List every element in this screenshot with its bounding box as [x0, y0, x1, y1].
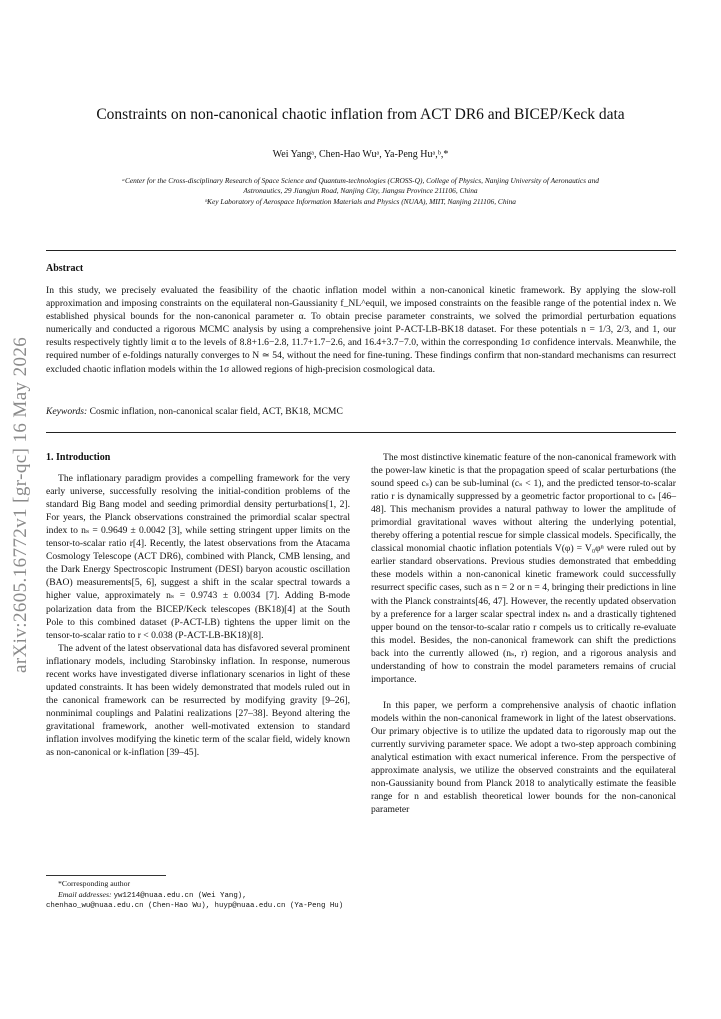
- abstract-text: In this study, we precisely evaluated the feasibility of the chaotic inflation model within a non-canonical kinetic framework. By applying the slow-roll approximation and imposing constraints on the equilateral non-Gaussianity f_NL^equil, we imposed constraints on the feasible range of the potential index n. We established physical bounds for the non-canonical parameter α. To obtain precise parameter constraints, we solved the primordial perturbation equations numerically and conducted a rigorous MCMC analysis by using a comprehensive joint P-ACT-LB-BK18 dataset. For these potentials n = 1/3, 2/3, and 1, our results respectively tightly limit α to the levels of 8.8+1.6−2.8, 11.7+1.7−2.6, and 16.4+3.7−7.0, within the corresponding 1σ confidence intervals. Meanwhile, the required number of e-foldings naturally converges to N ≃ 54, without the need for fine-tuning. These findings confirm that non-standard mechanisms can resurrect excluded chaotic inflation models within the 1σ allowed regions of high-precision cosmological data.: [46, 285, 676, 375]
- abstract-divider: [46, 432, 676, 433]
- affiliation-a-line1: ᵃCenter for the Cross-disciplinary Research of Space Science and Quantum-technologies (CROSS-Q), College of Physics, Nanjing University of Aeronautics and: [122, 176, 599, 185]
- abstract-heading: Abstract: [46, 263, 84, 274]
- footnote-email-1: yw1214@nuaa.edu.cn (Wei Yang),: [113, 891, 247, 900]
- affiliation-a-line2: Astronautics, 29 Jiangjun Road, Nanjing City, Jiangsu Province 211106, China: [243, 186, 478, 195]
- arxiv-stamp: arXiv:2605.16772v1 [gr-qc] 16 May 2026: [10, 336, 31, 673]
- left-column: [46, 451, 350, 759]
- affiliation-b: ᵇKey Laboratory of Aerospace Information Materials and Physics (NUAA), MIIT, Nanjing 211106, China: [205, 197, 516, 206]
- paper-title: Constraints on non-canonical chaotic inflation from ACT DR6 and BICEP/Keck data: [96, 106, 625, 123]
- intro-paragraph-2: The advent of the latest observational data has disfavored several prominent inflationary models, including Starobinsky inflation. In response, numerous recent works have investigated diverse inflationary scenarios in light of these updated constraints. It has been widely demonstrated that models ruled out in the canonical framework can be resurrected by modifying gravity [9–26], nonminimal couplings and Palatini realizations [27–38]. Beyond altering the gravitational framework, another well-motivated extension to standard inflation involves modifying the kinetic term of the scalar field, widely known as non-canonical or k-inflation [39–45].: [46, 642, 350, 759]
- right-column: [371, 451, 676, 816]
- author-list: Wei Yangᵃ, Chen-Hao Wuᵃ, Ya-Peng Huᵃ,ᵇ,*: [272, 149, 449, 160]
- intro-paragraph-4: In this paper, we perform a comprehensive analysis of chaotic inflation models within the non-canonical framework in light of the latest observations. Our primary objective is to utilize the updated data to rigorously map out the currently surviving parameter space. We adopt a two-step approach combining analytical estimation with exact numerical inference. From the perspective of approximate analysis, we utilize the observed constraints and the equilateral non-Gaussianity bound from Planck 2018 to analytically estimate the feasible range for n and establish theoretical lower bounds for the non-canonical parameter: [371, 699, 676, 816]
- keywords-line: [46, 406, 676, 417]
- footnote-corresponding: *Corresponding author: [58, 879, 131, 888]
- footnote-email-2: chenhao_wu@nuaa.edu.cn (Chen-Hao Wu), huyp@nuaa.edu.cn (Ya-Peng Hu): [46, 902, 344, 910]
- section-heading: 1. Introduction: [46, 452, 111, 463]
- footnote-divider: [46, 875, 166, 876]
- keywords-text: Cosmic inflation, non-canonical scalar field, ACT, BK18, MCMC: [89, 406, 343, 417]
- intro-paragraph-1: The inflationary paradigm provides a compelling framework for the very early universe, successfully resolving the initial-condition problems of the standard Big Bang model and seeding primordial density perturbations[1, 2]. For years, the Planck observations constrained the primordial scalar spectral index to nₛ = 0.9649 ± 0.0042 [3], while setting stringent upper limits on the tensor-to-scalar ratio r[4]. Recently, the latest observations from the Atacama Cosmology Telescope (ACT DR6), combined with Planck, CMB lensing, and the Dark Energy Spectroscopic Instrument (DESI) baryon acoustic oscillation (BAO) measurements[5, 6], suggest a shift in the scalar spectral towards a higher value, approximately nₛ = 0.9743 ± 0.0034 [7]. Adding B-mode polarization data from the BICEP/Keck telescopes (BK18)[4] at the South Pole to this combined dataset (P-ACT-LB) tightens the upper limit on the tensor-to-scalar ratio to r < 0.038 (P-ACT-LB-BK18)[8].: [46, 473, 350, 641]
- top-divider: [46, 250, 676, 251]
- footnote-email-label: Email addresses:: [58, 889, 112, 899]
- keywords-label: Keywords:: [46, 406, 88, 417]
- footnote: [46, 879, 356, 912]
- intro-paragraph-3: The most distinctive kinematic feature of the non-canonical framework with the power-law kinetic is that the propagation speed of scalar perturbations (the sound speed cₛ) can be sub-luminal (cₛ < 1), and the predicted tensor-to-scalar ratio r is dynamically suppressed by a geometric factor proportional to cₛ [46–48]. This mechanism provides a natural pathway to lower the amplitude of primordial gravitational waves without altering the underlying potential, thereby offering a potential rescue for simple classical models. Specifically, the classical monomial chaotic inflation potentials V(φ) = V₀φⁿ were ruled out by earlier standard observations. Previous studies demonstrated that embedding these models within a non-canonical kinetic framework could successfully resurrect specific cases, such as n = 2 or n = 4, bringing their predictions in line with the Planck constraints[46, 47]. However, the recently updated observation by a preference for a larger scalar spectral index nₛ and a drastically tightened upper bound on the tensor-to-scalar ratio r compels us to critically re-evaluate this model. Besides, the non-canonical framework can shift the predictions back into the currently allowed (nₛ, r) region, and a rigorous analysis and understanding of how to constrain the model parameters remains of crucial importance.: [371, 452, 676, 685]
